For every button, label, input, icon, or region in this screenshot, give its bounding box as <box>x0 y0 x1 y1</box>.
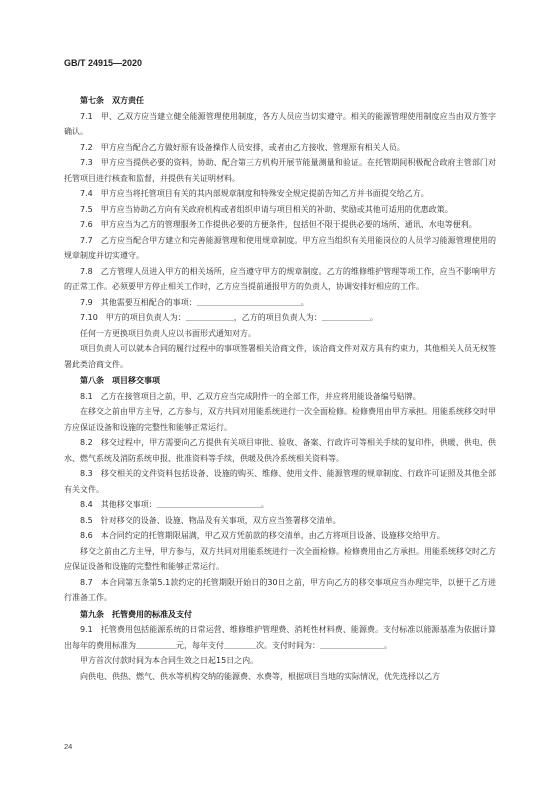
body-paragraph: 7.1 甲、乙双方应当建立健全能源管理使用制度，各方人员应当切实遵守。相关的能源管理使用制度应当由双方签字确认。 <box>64 111 496 136</box>
body-paragraph: 8.6 本合同约定的托管期限届满，甲乙双方凭前款的移交清单，由乙方将项目设备、设施移交给甲方。 <box>80 531 445 540</box>
body-paragraph: 8.1 乙方在接管项目之前，甲、乙双方应当完成附件一的全部工作，并应将用能设备编号贴牌。 <box>80 391 421 401</box>
body-paragraph: 8.3 移交相关的文件资料包括设备、设施的购买、维修、使用文件、能源管理的规章制度、行政许可证照及其他全部有关文件。 <box>64 469 496 494</box>
body-paragraph: 7.2 甲方应当配合乙方做好原有设备操作人员安排，或者由乙方接收、管理原有相关人员。 <box>80 142 405 152</box>
body-paragraph: 在移交之前由甲方主导，乙方参与，双方共同对用能系统进行一次全面检修。检修费用由甲方承担。用能系统移交时甲方应保证设备和设施的完整性和能够正常运行。 <box>64 407 496 432</box>
body-paragraph: 7.6 甲方应当为乙方的管理服务工作提供必要的方便条件，包括但不限于提供必要的场所、通讯、水电等便利。 <box>80 220 477 229</box>
body-paragraph: 项目负责人可以就本合同的履行过程中的事项签署相关洽商文件，该洽商文件对双方具有约束力，其他相关人员无权签署此类洽商文件。 <box>64 344 496 369</box>
document-body <box>64 92 496 684</box>
body-paragraph: 移交之前由乙方主导，甲方参与，双方共同对用能系统进行一次全面检修。检修费用由乙方承担。用能系统移交时乙方应保证设备和设施的完整性和能够正常运行。 <box>64 546 496 571</box>
body-paragraph: 向供电、供热、燃气、供水等机构交纳的能源费、水费等，根据项目当地的实际情况，优先选择以乙方 <box>80 671 440 681</box>
body-paragraph: 7.8 乙方管理人员进入甲方的相关场所，应当遵守甲方的规章制度。乙方的维修维护管理等项工作，应当不影响甲方的正常工作。必须要甲方停止相关工作时，乙方应当提前通报甲方的负责人，协调安排好相应的工作。 <box>64 266 496 291</box>
body-paragraph: 8.7 本合同第五条第5.1款约定的托管期限开始日的30日之前，甲方向乙方的移交事项应当办理完毕，以便于乙方进行准备工作。 <box>64 577 496 602</box>
body-paragraph: 甲方首次付款时间为本合同生效之日起15日之内。 <box>80 656 259 665</box>
body-paragraph: 任何一方更换项目负责人应以书面形式通知对方。 <box>80 328 256 338</box>
article-heading: 第八条 项目移交事项 <box>80 376 160 385</box>
body-paragraph: 7.4 甲方应当将托管项目有关的其内部规章制度和特殊安全规定提前告知乙方并书面提交给乙方。 <box>80 189 429 198</box>
body-paragraph: 7.7 乙方应当配合甲方建立和完善能源管理和使用规章制度。甲方应当组织有关用能岗位的人员学习能源管理使用的规章制度并切实遵守。 <box>64 235 496 260</box>
body-paragraph: 7.3 甲方应当提供必要的资料，协助、配合第三方机构开展节能量测量和验证。在托管期间积极配合政府主管部门对托管项目进行核查和监督，并提供有关证明材料。 <box>64 158 496 183</box>
body-paragraph: 7.9 其他需要互相配合的事项：＿＿＿＿＿＿＿＿＿＿＿＿＿。 <box>80 297 309 307</box>
body-paragraph: 8.4 其他移交事项：＿＿＿＿＿＿＿＿＿＿＿＿＿。 <box>80 500 269 509</box>
standard-code-header: GB/T 24915—2020 <box>64 58 143 68</box>
article-heading: 第七条 双方责任 <box>80 96 144 105</box>
page-number: 24 <box>64 742 73 751</box>
body-paragraph: 7.5 甲方应当协助乙方向有关政府机构或者组织申请与项目相关的补助、奖励或其他可适用的优惠政策。 <box>80 204 453 214</box>
article-heading: 第九条 托管费用的标准及支付 <box>80 609 192 619</box>
body-paragraph: 8.2 移交过程中，甲方需要向乙方提供有关项目审批、验收、备案、行政许可等相关手续的复印件，供暖、供电、供水、燃气系统及消防系统申报、批准资料等手续，供暖及供冷系统相关资料等。 <box>64 438 496 463</box>
body-paragraph: 7.10 甲方的项目负责人为：＿＿＿＿＿＿，乙方的项目负责人为：＿＿＿＿＿＿。 <box>80 313 378 322</box>
body-paragraph: 9.1 托管费用包括能源系统的日常运营、维修维护管理费、消耗性材料费、能源费。支付标准以能源基准为依据计算出每年的费用标准为＿＿＿＿＿元，每年支付＿＿＿＿次。支付时间为：＿＿＿＿＿＿＿＿。 <box>64 625 496 650</box>
body-paragraph: 8.5 针对移交的设备、设施、物品及有关事项，双方应当签署移交清单。 <box>80 515 341 525</box>
